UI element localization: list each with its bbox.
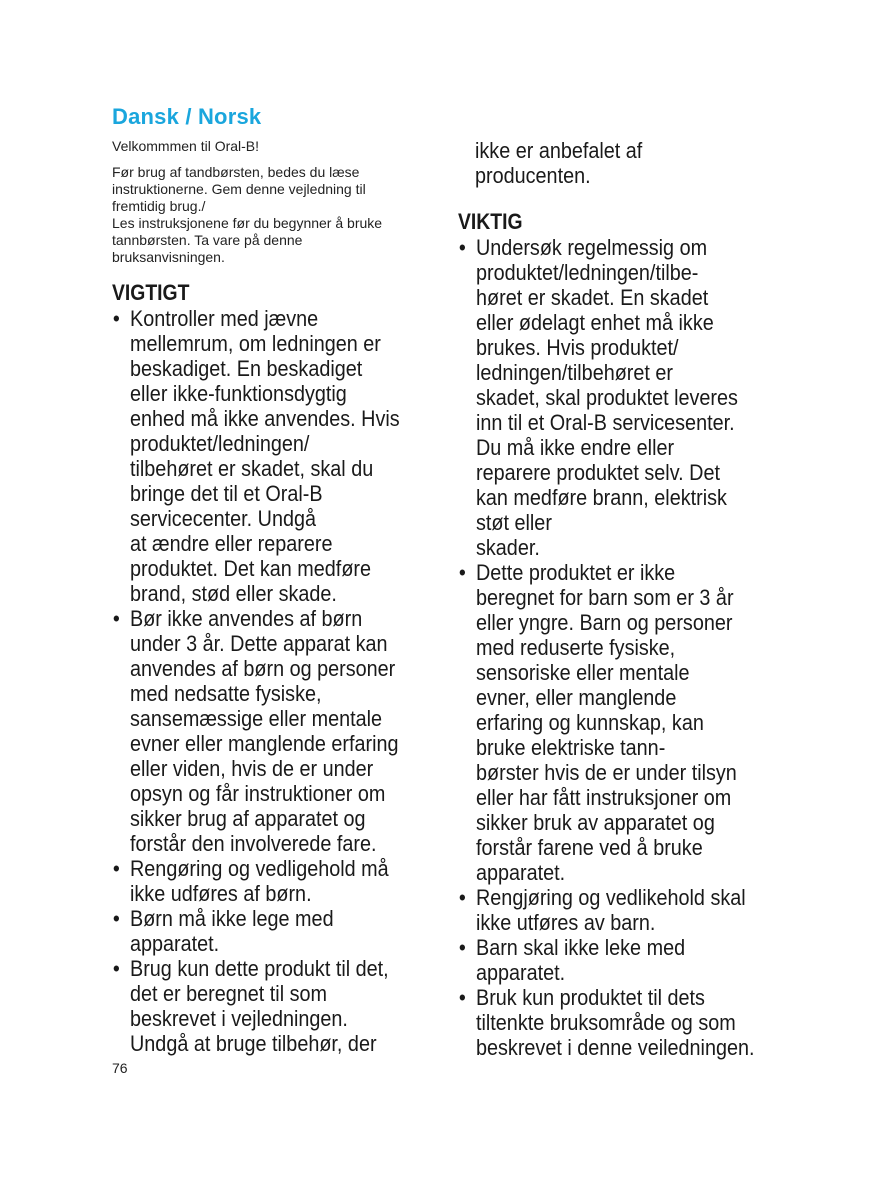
bullet-text: Kontroller med jævne mellemrum, om ledningen er beskadiget. En beskadiget eller ikke-funktionsdygtig enhed må ikke anvendes. Hvis produktet/ledningen/ tilbehøret er skadet, skal du bringe det til et Oral-B servicecenter. Undgå at ændre eller reparere produktet. Det kan medføre brand, stød eller skade. bbox=[130, 306, 400, 606]
bullet-icon: • bbox=[112, 856, 120, 881]
bullet-text: Bør ikke anvendes af børn under 3 år. Dette apparat kan anvendes af børn og personer med nedsatte fysiske, sansemæssige eller mentale evner eller manglende erfaring eller viden, hvis de er under opsyn og får instruktioner om sikker brug af apparatet og forstår den involverede fare. bbox=[130, 606, 399, 856]
danish-continuation-text: ikke er anbefalet af producenten. bbox=[475, 138, 643, 188]
list-item bbox=[112, 856, 436, 906]
bullet-icon: • bbox=[458, 935, 466, 960]
bullet-icon: • bbox=[112, 956, 120, 981]
bullet-icon: • bbox=[458, 985, 466, 1010]
bullet-text: Bruk kun produktet til dets tiltenkte bruksområde og som beskrevet i denne veiledningen. bbox=[476, 985, 755, 1060]
list-item bbox=[458, 560, 764, 885]
norwegian-bullet-list bbox=[458, 235, 798, 1060]
danish-bullet-list bbox=[112, 306, 452, 1056]
list-item bbox=[458, 935, 764, 985]
list-item bbox=[458, 885, 764, 935]
bullet-icon: • bbox=[112, 906, 120, 931]
list-item bbox=[112, 906, 436, 956]
language-heading: Dansk / Norsk bbox=[112, 104, 262, 129]
bullet-text: Rengøring og vedligehold må ikke udføres af børn. bbox=[130, 856, 389, 906]
bullet-text: Børn må ikke lege med apparatet. bbox=[130, 906, 334, 956]
page-number: 76 bbox=[112, 1060, 128, 1076]
bullet-text: Barn skal ikke leke med apparatet. bbox=[476, 935, 686, 985]
list-item bbox=[458, 985, 764, 1060]
section-title-norwegian: VIKTIG bbox=[458, 209, 523, 234]
intro-instructions: Før brug af tandbørsten, bedes du læse instruktionerne. Gem denne vejledning til fremtidig brug./ Les instruksjonene før du begynner å bruke tannbørsten. Ta vare på denne bruksanvisningen. bbox=[112, 164, 383, 265]
bullet-text: Rengjøring og vedlikehold skal ikke utføres av barn. bbox=[476, 885, 746, 935]
list-item bbox=[112, 306, 436, 606]
bullet-icon: • bbox=[458, 885, 466, 910]
bullet-icon: • bbox=[458, 560, 466, 585]
bullet-icon: • bbox=[458, 235, 466, 260]
bullet-text: Dette produktet er ikke beregnet for barn som er 3 år eller yngre. Barn og personer med reduserte fysiske, sensoriske eller mentale evner, eller manglende erfaring og kunnskap, kan bruke elektriske tann- børster hvis de er under tilsyn eller har fått instruksjoner om sikker bruk av apparatet og forstår farene ved å bruke apparatet. bbox=[476, 560, 737, 885]
list-item bbox=[112, 956, 436, 1056]
welcome-text: Velkommmen til Oral-B! bbox=[112, 138, 260, 154]
list-item bbox=[458, 235, 764, 560]
bullet-icon: • bbox=[112, 606, 120, 631]
section-title-danish: VIGTIGT bbox=[112, 280, 190, 305]
list-item bbox=[112, 606, 436, 856]
bullet-text: Brug kun dette produkt til det, det er beregnet til som beskrevet i vejledningen. Undgå at bruge tilbehør, der bbox=[130, 956, 389, 1056]
bullet-text: Undersøk regelmessig om produktet/ledningen/tilbe- høret er skadet. En skadet eller ødelagt enhet må ikke brukes. Hvis produktet/ ledningen/tilbehøret er skadet, skal produktet leveres inn til et Oral-B servicesenter. Du må ikke endre eller reparere produktet selv. Det kan medføre brann, elektrisk støt eller skader. bbox=[476, 235, 738, 560]
bullet-icon: • bbox=[112, 306, 120, 331]
